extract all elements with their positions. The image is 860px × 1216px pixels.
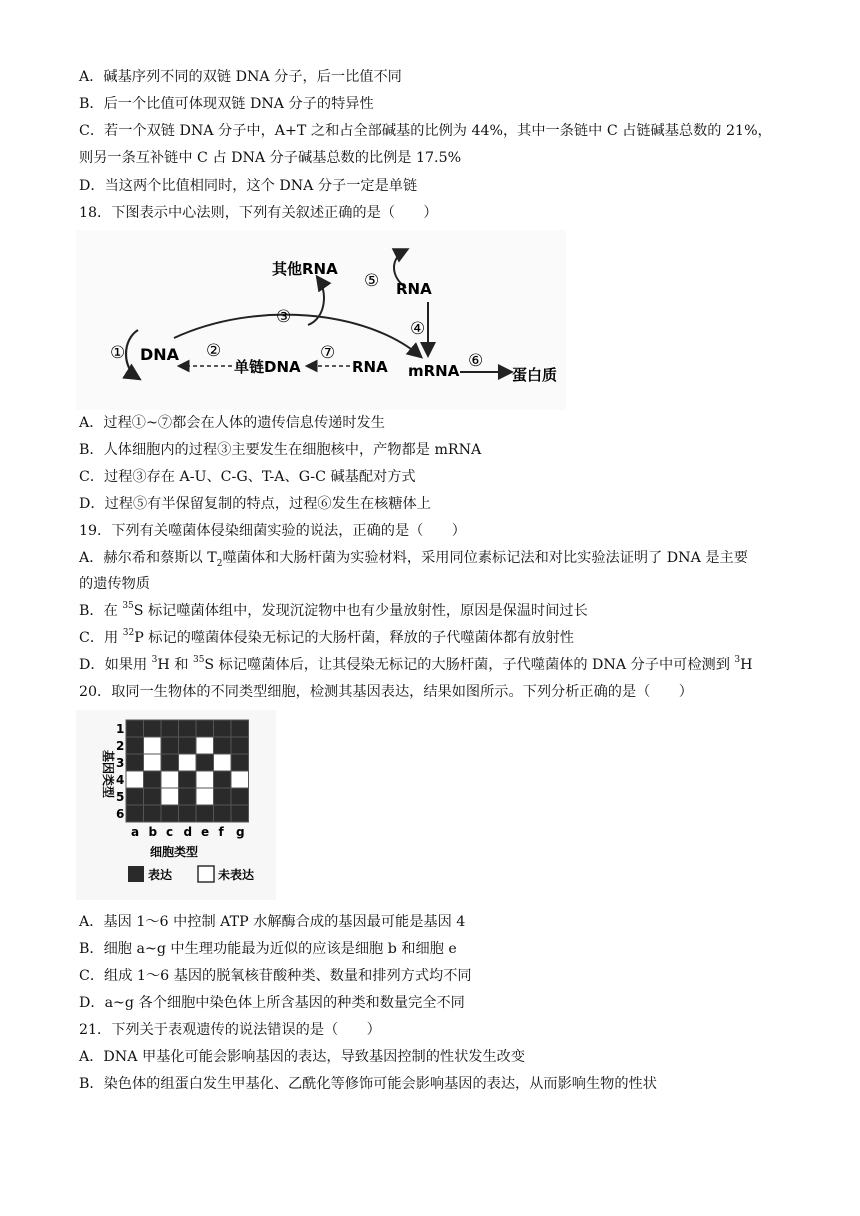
grid-cell <box>161 720 179 737</box>
row-tick-label: 2 <box>116 739 125 753</box>
grid-cell <box>126 737 144 754</box>
central-dogma-diagram <box>76 230 566 410</box>
grid-cell <box>179 720 197 737</box>
process-label-3: ③ <box>276 307 292 327</box>
grid-cell <box>144 737 162 754</box>
grid-cell <box>231 754 249 771</box>
q21-stem: 21．下列关于表观遗传的说法错误的是（ ） <box>79 1022 381 1038</box>
grid-cell <box>144 771 162 788</box>
ssdna-label: 单链DNA <box>234 358 301 376</box>
process-label-6: ⑥ <box>468 351 484 371</box>
q17-option-a: A．碱基序列不同的双链 DNA 分子，后一比值不同 <box>79 69 402 85</box>
row-tick-label: 4 <box>116 773 125 787</box>
grid-cell <box>231 805 249 822</box>
isotope-superscript: 3 <box>151 655 158 666</box>
q18-option-d: D．过程⑤有半保留复制的特点，过程⑥发生在核糖体上 <box>79 496 431 512</box>
q19-d-text-4: H <box>740 657 753 673</box>
q19-a-text: A．赫尔希和蔡斯以 T <box>79 550 217 566</box>
t2-subscript: 2 <box>216 558 223 569</box>
q17-option-d: D．当这两个比值相同时，这个 DNA 分子一定是单链 <box>79 178 418 194</box>
q20-option-a: A．基因 1～6 中控制 ATP 水解酶合成的基因最可能是基因 4 <box>79 914 466 930</box>
grid-cell <box>126 720 144 737</box>
q19-a-text-rest: 噬菌体和大肠杆菌为实验材料，采用同位素标记法和对比实验法证明了 DNA 是主要 <box>222 550 748 566</box>
col-tick-label: a <box>131 825 140 839</box>
col-tick-label: f <box>218 825 224 839</box>
gene-expression-grid <box>76 710 276 900</box>
q20-option-b: B．细胞 a~g 中生理功能最为近似的应该是细胞 b 和细胞 e <box>79 941 457 957</box>
q19-d-text-2: H 和 <box>157 657 193 673</box>
q19-d-text: D．如果用 <box>79 657 152 673</box>
q19-c-text-rest: P 标记的噬菌体侵染无标记的大肠杆菌，释放的子代噬菌体都有放射性 <box>134 630 574 646</box>
q19-stem: 19．下列有关噬菌体侵染细菌实验的说法，正确的是（ ） <box>79 523 466 539</box>
grid-cell <box>144 788 162 805</box>
dna-label: DNA <box>140 345 180 364</box>
grid-cell <box>214 805 232 822</box>
grid-cell <box>179 805 197 822</box>
grid-cell <box>196 788 214 805</box>
grid-cell <box>179 788 197 805</box>
q19-c-text: C．用 <box>79 630 123 646</box>
grid-cell <box>196 720 214 737</box>
q19-b-text: B．在 <box>79 603 123 619</box>
grid-cell <box>231 737 249 754</box>
col-tick-label: c <box>166 825 174 839</box>
grid-cell <box>144 720 162 737</box>
q17-option-b: B．后一个比值可体现双链 DNA 分子的特异性 <box>79 96 374 112</box>
q20-stem: 20．取同一生物体的不同类型细胞，检测其基因表达，结果如图所示。下列分析正确的是（ ） <box>79 684 693 700</box>
legend-not-expressed-label: 未表达 <box>218 868 255 882</box>
grid-cell <box>231 720 249 737</box>
row-tick-label: 6 <box>116 807 125 821</box>
rna-rt-label: RNA <box>352 358 388 376</box>
x-axis-label: 细胞类型 <box>150 845 199 859</box>
q19-option-d <box>79 656 753 674</box>
q17-option-c-line2: 则另一条互补链中 C 占 DNA 分子碱基总数的比例是 17.5% <box>79 150 462 166</box>
q19-option-a-line2: 的遗传物质 <box>79 576 150 592</box>
q20-option-d: D．a~g 各个细胞中染色体上所含基因的种类和数量完全不同 <box>79 995 465 1011</box>
q20-option-c: C．组成 1～6 基因的脱氧核苷酸种类、数量和排列方式均不同 <box>79 968 472 984</box>
q19-option-c <box>79 629 574 647</box>
other-rna-label: 其他RNA <box>272 260 338 278</box>
q21-option-b: B．染色体的组蛋白发生甲基化、乙酰化等修饰可能会影响基因的表达，从而影响生物的性状 <box>79 1076 657 1092</box>
process-label-5: ⑤ <box>364 271 380 291</box>
legend-expressed-swatch <box>128 866 144 882</box>
q21-option-a: A．DNA 甲基化可能会影响基因的表达，导致基因控制的性状发生改变 <box>79 1049 526 1065</box>
grid-cell <box>179 754 197 771</box>
q18-option-c: C．过程③存在 A-U、C-G、T-A、G-C 碱基配对方式 <box>79 469 416 485</box>
grid-cell <box>161 788 179 805</box>
isotope-superscript: 3 <box>734 655 741 666</box>
grid-cell <box>231 788 249 805</box>
isotope-superscript: 32 <box>122 628 135 639</box>
q19-b-text-rest: S 标记噬菌体组中，发现沉淀物中也有少量放射性，原因是保温时间过长 <box>133 603 588 619</box>
grid-cell <box>214 788 232 805</box>
q18-option-a: A．过程①~⑦都会在人体的遗传信息传递时发生 <box>79 415 385 431</box>
col-tick-label: b <box>148 825 158 839</box>
process-label-7: ⑦ <box>320 343 336 363</box>
q17-option-c-line1: C．若一个双链 DNA 分子中，A+T 之和占全部碱基的比例为 44%，其中一条链中 C 占链碱基总数的 21%， <box>79 123 772 139</box>
isotope-superscript: 35 <box>192 655 205 666</box>
legend-expressed-label: 表达 <box>148 868 173 882</box>
q19-option-a-line1 <box>79 549 748 567</box>
grid-cell <box>161 754 179 771</box>
grid-cell <box>196 805 214 822</box>
grid-cell <box>196 771 214 788</box>
col-tick-label: g <box>236 825 245 839</box>
grid-cell <box>214 720 232 737</box>
grid-cell <box>196 737 214 754</box>
isotope-superscript: 35 <box>122 601 134 612</box>
q19-option-b <box>79 602 588 620</box>
grid-cell <box>161 771 179 788</box>
q19-d-text-3: S 标记噬菌体后，让其侵染无标记的大肠杆菌，子代噬菌体的 DNA 分子中可检测到 <box>204 657 735 673</box>
col-tick-label: e <box>201 825 210 839</box>
grid-cell <box>126 805 144 822</box>
grid-cell <box>161 805 179 822</box>
protein-label: 蛋白质 <box>512 366 558 384</box>
grid-cell <box>179 771 197 788</box>
rna-top-label: RNA <box>396 280 432 298</box>
grid-cell <box>179 737 197 754</box>
q18-stem: 18．下图表示中心法则，下列有关叙述正确的是（ ） <box>79 205 438 221</box>
grid-cell <box>231 771 249 788</box>
grid-cell <box>214 771 232 788</box>
row-tick-label: 5 <box>116 790 125 804</box>
mrna-label: mRNA <box>408 362 460 380</box>
process-label-4: ④ <box>410 319 426 339</box>
grid-cell <box>161 737 179 754</box>
grid-cell <box>144 805 162 822</box>
grid-cell <box>126 754 144 771</box>
grid-cell <box>196 754 214 771</box>
grid-cell <box>144 754 162 771</box>
col-tick-label: d <box>183 825 193 839</box>
process-label-2: ② <box>206 341 222 361</box>
grid-cell <box>214 737 232 754</box>
grid-cell <box>126 771 144 788</box>
process-label-1: ① <box>110 343 126 363</box>
grid-cell <box>214 754 232 771</box>
q18-option-b: B．人体细胞内的过程③主要发生在细胞核中，产物都是 mRNA <box>79 442 482 458</box>
legend-not-expressed-swatch <box>198 866 214 882</box>
row-tick-label: 3 <box>116 756 125 770</box>
y-axis-label: 基因类型 <box>101 750 115 799</box>
grid-cell <box>126 788 144 805</box>
row-tick-label: 1 <box>116 722 125 736</box>
